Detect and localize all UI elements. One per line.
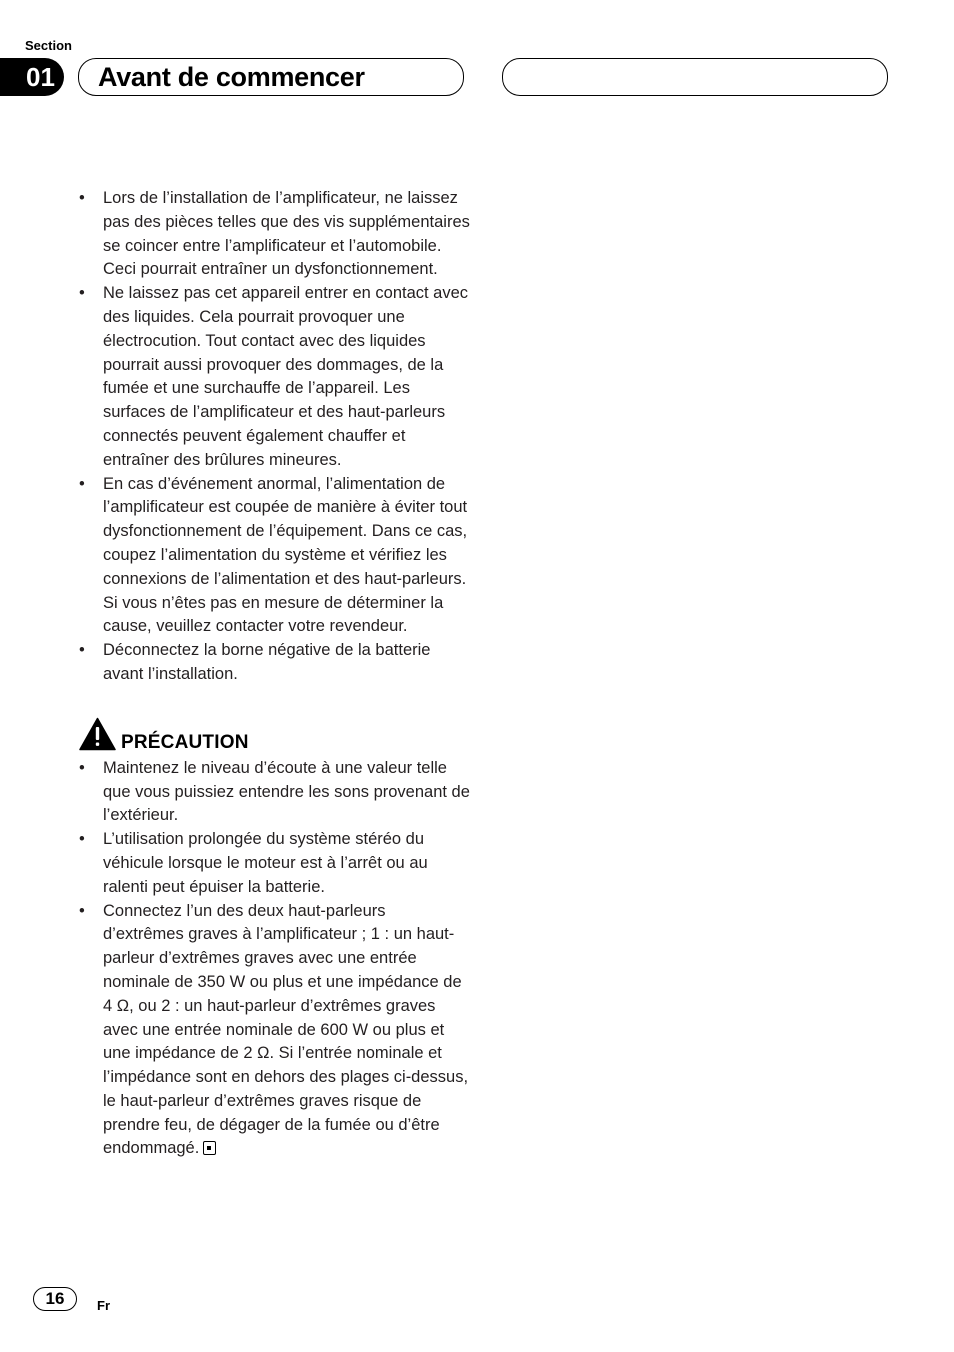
notes-list: [78, 187, 470, 687]
list-item: • Ne laissez pas cet appareil entrer en contact avec des liquides. Cela pourrait provoquer une électrocution. Tout contact avec des liquides pourrait aussi provoquer des dommages, de la fumée et une surchauffe de l’appareil. Les surfaces de l’amplificateur et des haut-parleurs connectés peuvent également chauffer et entraîner des brûlures mineures.: [78, 282, 470, 472]
main-column: [78, 187, 470, 1161]
section-label: Section: [25, 38, 72, 53]
caution-list: [78, 757, 470, 1162]
list-item: [78, 900, 470, 1162]
list-item-text: Connectez l’un des deux haut-parleurs d’extrêmes graves à l’amplificateur ; 1 : un haut-parleur d’extrêmes graves avec une entrée nominale de 350 W ou plus et une impédance de 4 Ω, ou 2 : un haut-parleur d’extrêmes graves avec une entrée nominale de 600 W ou plus et une impédance de 2 Ω. Si l’entrée nominale et l’impédance sont en dehors des plages ci-dessus, le haut-parleur d’extrêmes graves risque de prendre feu, de dégager de la fumée ou d’être endommagé.: [103, 901, 469, 1158]
section-title: Avant de commencer: [98, 62, 365, 92]
section-title-box: [78, 58, 464, 96]
list-item: • Lors de l’installation de l’amplificateur, ne laissez pas des pièces telles que des vis supplémentaires se coincer entre l’amplificateur et l’automobile. Ceci pourrait entraîner un dysfonctionnement.: [78, 187, 470, 282]
end-of-section-icon: [203, 1141, 216, 1155]
language-label: Fr: [97, 1298, 110, 1313]
list-item: • Déconnectez la borne négative de la batterie avant l’installation.: [78, 639, 470, 687]
caution-heading: [78, 717, 470, 757]
warning-triangle-icon: [79, 717, 116, 751]
caution-title: PRÉCAUTION: [121, 731, 249, 753]
list-item: • L’utilisation prolongée du système stéréo du véhicule lorsque le moteur est à l’arrêt ou au ralenti peut épuiser la batterie.: [78, 828, 470, 899]
list-item: • Maintenez le niveau d’écoute à une valeur telle que vous puissiez entendre les sons provenant de l’extérieur.: [78, 757, 470, 828]
header-right-box: [502, 58, 888, 96]
list-item: • En cas d’événement anormal, l’alimentation de l’amplificateur est coupée de manière à éviter tout dysfonctionnement de l’équipement. Dans ce cas, coupez l’alimentation du système et vérifiez les connexions de l’alimentation et des haut-parleurs. Si vous n’êtes pas en mesure de déterminer la cause, veuillez contacter votre revendeur.: [78, 473, 470, 640]
section-number: 01: [0, 58, 64, 96]
page-number: 16: [33, 1287, 77, 1311]
